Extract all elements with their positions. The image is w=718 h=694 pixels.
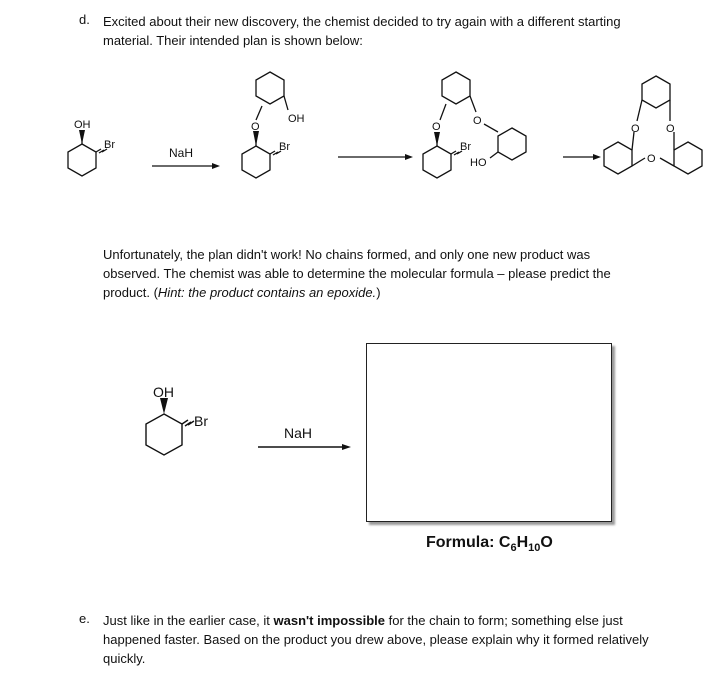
part-e-line1-post: for the chain to form; something else just <box>384 613 623 628</box>
formula-hydrogen: H <box>516 534 529 551</box>
hint-text: Hint: the product contains an epoxide. <box>157 285 377 300</box>
part-e-line2: happened faster. Based on the product you drew above, please explain why it formed relatively <box>103 632 649 647</box>
reactant-oh-label: OH <box>153 384 174 400</box>
reactant-ring <box>146 414 182 455</box>
result-line3-pre: product. ( <box>103 285 158 300</box>
part-e-line1-pre: Just like in the earlier case, it <box>103 613 274 628</box>
mol1-oh-label: OH <box>74 119 91 131</box>
mol2-o-label: O <box>251 121 260 133</box>
part-d-label: d. <box>79 12 90 27</box>
formula-label: Formula: <box>426 534 499 551</box>
result-line2: observed. The chemist was able to determine the molecular formula – please predict the <box>103 266 611 281</box>
part-e-emphasis: wasn't impossible <box>273 613 385 628</box>
reagent-label-scheme: NaH <box>169 146 194 160</box>
mol2-oh-label: OH <box>288 113 305 125</box>
formula-carbon-count: 6 <box>510 542 517 555</box>
mol3-ho-label: HO <box>470 157 487 169</box>
mol4-o-label-2: O <box>666 123 675 135</box>
molecular-formula <box>426 534 553 554</box>
mol3-br-label: Br <box>460 141 471 153</box>
part-e-text <box>103 611 649 668</box>
mol2-br-label: Br <box>279 141 290 153</box>
mol4-o-label-1: O <box>631 123 640 135</box>
reaction-arrow-head <box>342 444 351 450</box>
reactant-br-label: Br <box>194 413 208 429</box>
part-e-label: e. <box>79 611 90 626</box>
result-line1: Unfortunately, the plan didn't work! No chains formed, and only one new product was <box>103 247 591 262</box>
part-e-line1 <box>103 611 649 630</box>
formula-carbon: C <box>498 534 511 551</box>
formula-hydrogen-count: 10 <box>528 542 541 555</box>
mol4-o-label-3: O <box>647 153 656 165</box>
answer-drawing-box[interactable] <box>366 343 612 522</box>
result-line3-post: ) <box>376 285 381 300</box>
mol3-o-label-1: O <box>432 121 441 133</box>
part-d-intro-line2: material. Their intended plan is shown below: <box>103 33 363 48</box>
part-e-line3: quickly. <box>103 651 146 666</box>
formula-oxygen: O <box>540 534 553 551</box>
reagent-label: NaH <box>284 425 313 441</box>
mol1-br-label: Br <box>104 139 115 151</box>
mol3-o-label-2: O <box>473 115 482 127</box>
part-d-intro-line1: Excited about their new discovery, the chemist decided to try again with a different starting <box>103 14 621 29</box>
